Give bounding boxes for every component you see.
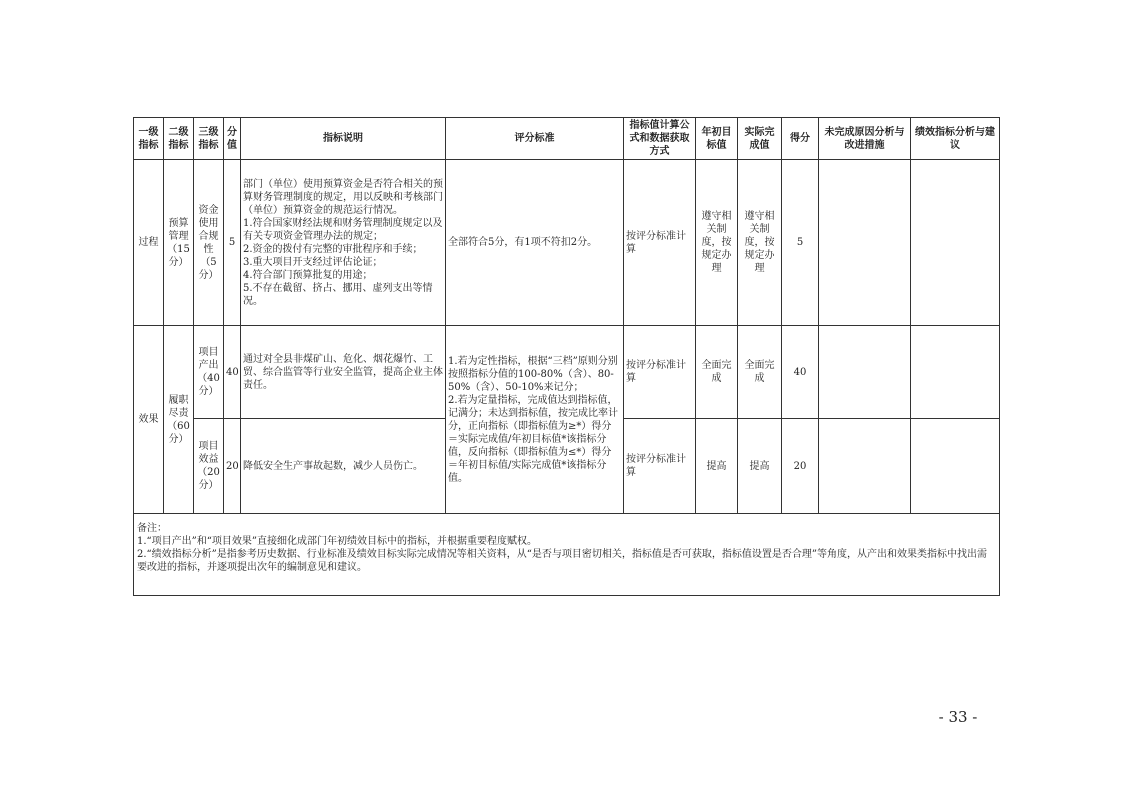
performance-evaluation-table (133, 117, 1000, 596)
cell-suggestion (911, 326, 1000, 419)
cell-suggestion (911, 419, 1000, 514)
header-level3: 三级指标 (194, 118, 224, 160)
table-row-notes (134, 514, 1000, 596)
cell-level1: 过程 (134, 160, 164, 326)
cell-level3: 项目效益（20分） (194, 419, 224, 514)
header-score-value: 分值 (224, 118, 241, 160)
header-score: 得分 (782, 118, 819, 160)
cell-level2: 履职尽责（60分） (164, 326, 194, 514)
header-level2: 二级指标 (164, 118, 194, 160)
page-number: - 33 - (938, 708, 978, 726)
header-actual: 实际完成值 (738, 118, 782, 160)
notes-title: 备注： (137, 523, 167, 534)
header-criteria: 评分标准 (446, 118, 624, 160)
cell-score: 40 (782, 326, 819, 419)
cell-description: 通过对全县非煤矿山、危化、烟花爆竹、工贸、综合监管等行业安全监管，提高企业主体责任。 (241, 326, 446, 419)
cell-suggestion (911, 160, 1000, 326)
cell-score-value: 40 (224, 326, 241, 419)
notes-cell (134, 514, 1000, 596)
cell-reason (819, 160, 911, 326)
table-row-output (134, 326, 1000, 419)
cell-target: 遵守相关制度，按规定办理 (696, 160, 738, 326)
cell-level2: 预算管理（15分） (164, 160, 194, 326)
cell-score-value: 5 (224, 160, 241, 326)
header-target: 年初目标值 (696, 118, 738, 160)
header-method: 指标值计算公式和数据获取方式 (624, 118, 696, 160)
table-header-row (134, 118, 1000, 160)
cell-method: 按评分标准计算 (624, 326, 696, 419)
header-reason: 未完成原因分析与改进措施 (819, 118, 911, 160)
cell-method: 按评分标准计算 (624, 419, 696, 514)
header-description: 指标说明 (241, 118, 446, 160)
cell-level1: 效果 (134, 326, 164, 514)
notes-item-2: 2.“绩效指标分析”是指参考历史数据、行业标准及绩效目标实际完成情况等相关资料，从“是否与项目密切相关，指标值是否可获取，指标值设置是否合理”等角度，从产出和效果类指标中找出需要改进的指标，并逐项提出次年的编制意见和建议。 (137, 549, 987, 573)
header-suggestion: 绩效指标分析与建议 (911, 118, 1000, 160)
cell-target: 全面完成 (696, 326, 738, 419)
header-level1: 一级指标 (134, 118, 164, 160)
cell-reason (819, 326, 911, 419)
cell-description: 部门（单位）使用预算资金是否符合相关的预算财务管理制度的规定，用以反映和考核部门（单位）预算资金的规范运行情况。 1.符合国家财经法规和财务管理制度规定以及有关专项资金管理办法的规定； 2.资金的拨付有完整的审批程序和手续； 3.重大项目开支经过评估论证； 4.符合部门预算批复的用途； 5.不存在截留、挤占、挪用、虚列支出等情况。 (241, 160, 446, 326)
cell-level3: 项目产出（40分） (194, 326, 224, 419)
cell-score-value: 20 (224, 419, 241, 514)
cell-score: 5 (782, 160, 819, 326)
cell-actual: 遵守相关制度，按规定办理 (738, 160, 782, 326)
cell-method: 按评分标准计算 (624, 160, 696, 326)
cell-actual: 提高 (738, 419, 782, 514)
notes-item-1: 1.“项目产出”和“项目效果”直接细化成部门年初绩效目标中的指标，并根据重要程度赋权。 (137, 536, 537, 547)
cell-criteria: 1.若为定性指标，根据“三档”原则分别按照指标分值的100-80%（含）、80-50%（含）、50-10%来记分； 2.若为定量指标，完成值达到指标值，记满分；未达到指标值，按完成比率计分，正向指标（即指标值为≥*）得分＝实际完成值/年初目标值*该指标分值，反向指标（即指标值为≤*）得分＝年初目标值/实际完成值*该指标分值。 (446, 326, 624, 514)
cell-reason (819, 419, 911, 514)
cell-level3: 资金使用合规性（5分） (194, 160, 224, 326)
cell-description: 降低安全生产事故起数，减少人员伤亡。 (241, 419, 446, 514)
cell-actual: 全面完成 (738, 326, 782, 419)
cell-criteria: 全部符合5分，有1项不符扣2分。 (446, 160, 624, 326)
table-row-process (134, 160, 1000, 326)
cell-target: 提高 (696, 419, 738, 514)
cell-score: 20 (782, 419, 819, 514)
